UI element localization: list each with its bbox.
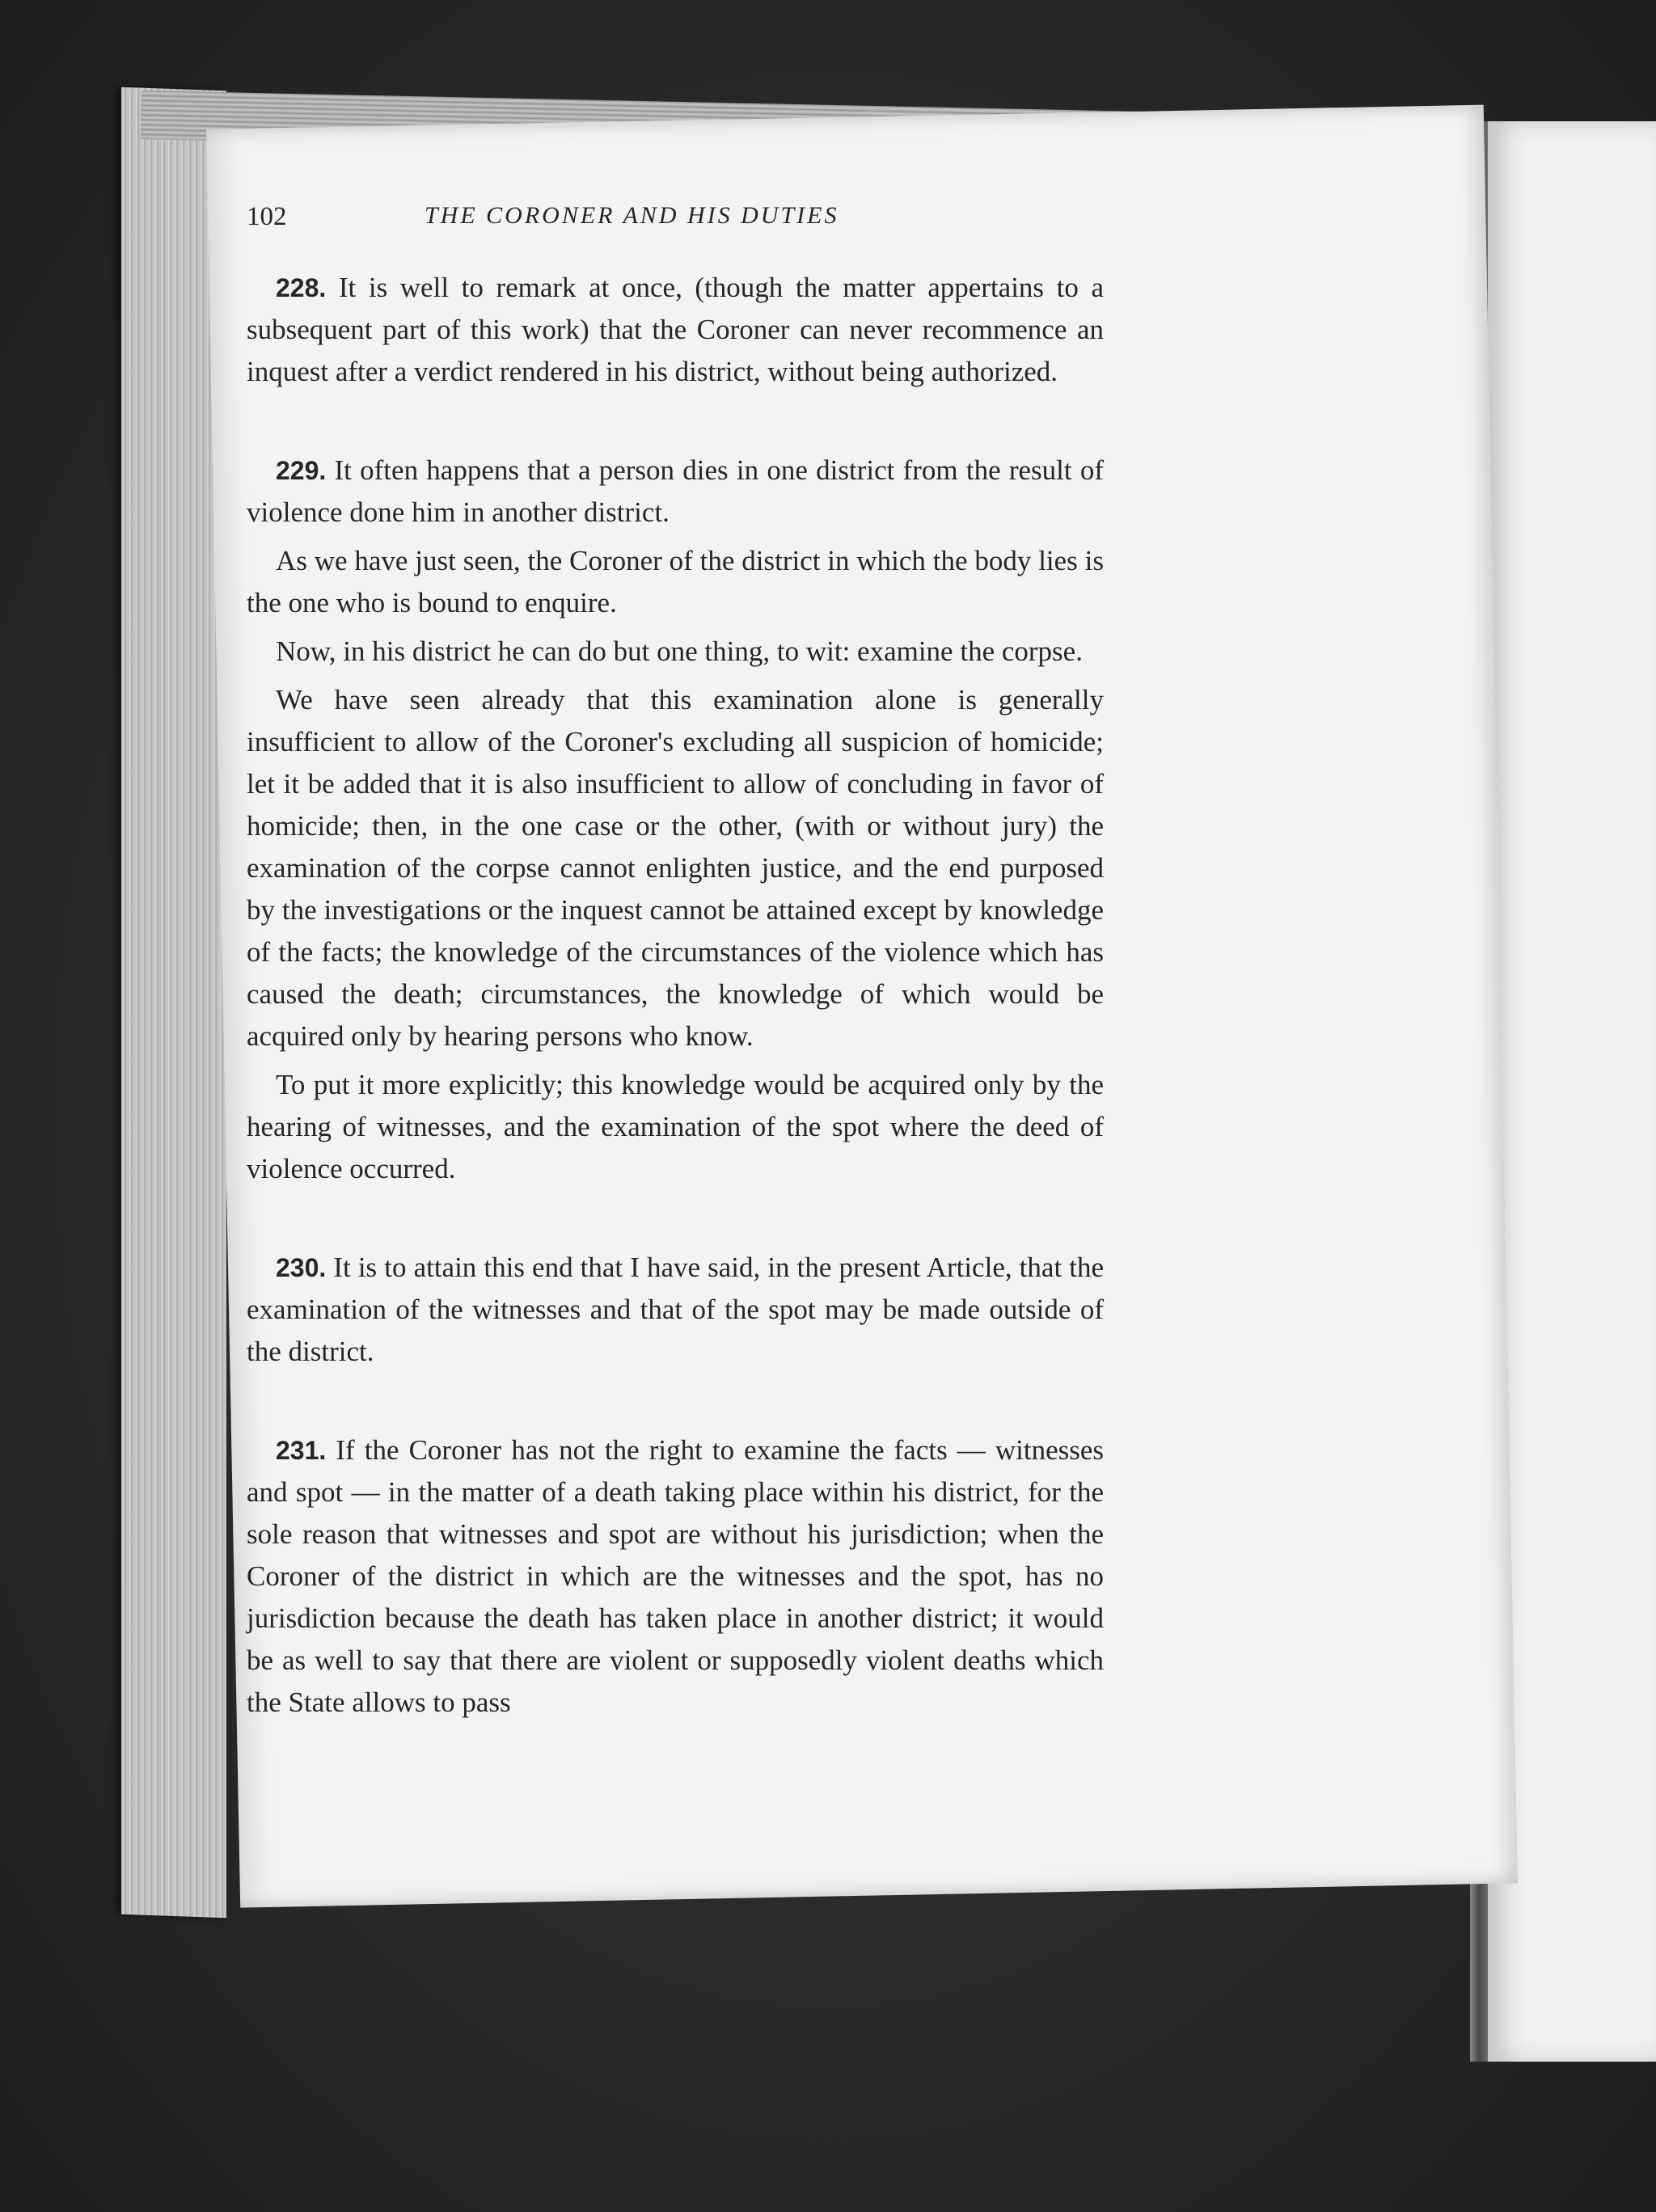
paragraph — [247, 1429, 1104, 1724]
section-229 — [247, 450, 1104, 1190]
paragraph-text: If the Coroner has not the right to examine the facts — witnesses and spot — in the matter of a death taking place within his district, for the sole reason that witnesses and spot are without his jurisdiction; when the Coroner of the district in which are the witnesses and the spot, has no jurisdiction because the death has taken place in another district; it would be as well to say that there are violent or supposedly violent deaths which the State allows to pass — [247, 1434, 1104, 1718]
paragraph-text: It is to attain this end that I have said, in the present Article, that the examination of the witnesses and that of the spot may be made outside of the district. — [247, 1252, 1105, 1367]
page-content — [247, 202, 1104, 1730]
running-head: THE CORONER AND HIS DUTIES — [425, 202, 839, 229]
paragraph: As we have just seen, the Coroner of the district in which the body lies is the one who is bound to enquire. — [247, 545, 1104, 618]
section-228 — [247, 267, 1104, 393]
page-header — [247, 202, 1104, 251]
section-number: 228. — [276, 273, 327, 302]
page-number: 102 — [247, 202, 287, 231]
paragraph: To put it more explicitly; this knowledge would be acquired only by the hearing of witnesses, and the examination of the spot where the deed of violence occurred. — [247, 1069, 1104, 1184]
paragraph — [247, 450, 1104, 534]
section-number: 229. — [276, 456, 327, 485]
section-231 — [247, 1429, 1104, 1724]
paragraph-text: It is well to remark at once, (though the matter appertains to a subsequent part of this work) that the Coroner can never recommence an inquest after a verdict rendered in his district, without being authorized. — [247, 272, 1104, 387]
section-number: 230. — [276, 1253, 327, 1282]
paragraph — [247, 1247, 1104, 1373]
section-number: 231. — [276, 1436, 327, 1465]
paragraph — [247, 267, 1104, 393]
paragraph-text: It often happens that a person dies in one district from the result of violence done him in another district. — [247, 454, 1105, 528]
paragraph: Now, in his district he can do but one thing, to wit: examine the corpse. — [276, 635, 1083, 667]
section-230 — [247, 1247, 1104, 1373]
paragraph: We have seen already that this examination alone is generally insufficient to allow of the Coroner's excluding all suspicion of homicide; let it be added that it is also insufficient to allow of concluding in favor of homicide; then, in the one case or the other, (with or without jury) the examination of the corpse cannot enlighten justice, and the end purposed by the investigations or the inquest cannot be attained except by knowledge of the facts; the knowledge of the circumstances of the violence which has caused the death; circumstances, the knowledge of which would be acquired only by hearing persons who know. — [247, 684, 1104, 1052]
